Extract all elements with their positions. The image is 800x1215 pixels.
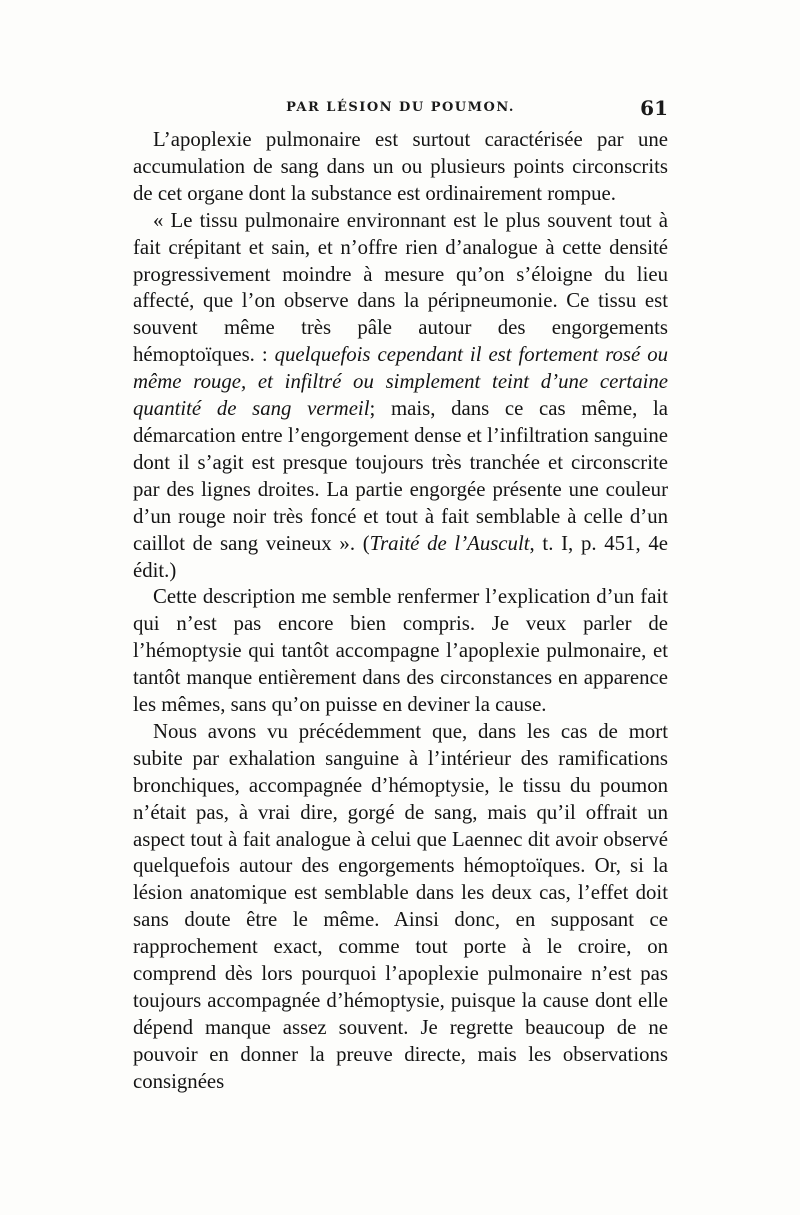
quotation-text-2: ; mais, dans ce cas même, la démarcation entre l’engorgement dense et l’infiltration sanguine dont il s’agit est presque toujours très tranchée et circonscrite par des lignes droites. La partie engorgée présente une couleur d’un rouge noir très foncé et tout à fait semblable à celle d’un caillot de sang veineux ». ( [133, 397, 668, 555]
quotation-text-1: « Le tissu pulmonaire environnant est le plus souvent tout à fait crépitant et sain, et n’offre rien d’analogue à cette densité progressivement moindre à mesure qu’on s’éloigne du lieu affecté, que l’on observe dans la péripneumonie. Ce tissu est souvent même très pâle autour des engorgements hémoptoïques. : [133, 208, 668, 367]
citation-title: Traité de l’Auscult [369, 531, 530, 555]
running-head [133, 96, 668, 124]
paragraph-2 [133, 208, 668, 585]
quotation-italic: quelquefois cependant il est fortement rosé ou même rouge, et infiltré ou simplement teint d’une certaine quantité de sang vermeil [133, 343, 669, 421]
running-title: PAR LÉSION DU POUMON. [286, 100, 515, 115]
body-text [133, 127, 668, 1096]
paragraph-1: L’apoplexie pulmonaire est surtout caractérisée par une accumulation de sang dans un ou plusieurs points circonscrits de cet organe dont la substance est ordinairement rompue. [133, 128, 668, 205]
paragraph-3: Cette description me semble renfermer l’explication d’un fait qui n’est pas encore bien compris. Je veux parler de l’hémoptysie qui tantôt accompagne l’apoplexie pulmonaire, et tantôt manque entièrement dans des circonstances en apparence les mêmes, sans qu’on puisse en deviner la cause. [133, 585, 668, 717]
page-number: 61 [640, 96, 668, 120]
citation-details: , t. I, p. 451, 4e édit.) [133, 531, 668, 582]
paragraph-4: Nous avons vu précédemment que, dans les cas de mort subite par exhalation sanguine à l’intérieur des ramifications bronchiques, accompagnée d’hémoptysie, le tissu du poumon n’était pas, à vrai dire, gorgé de sang, mais qu’il offrait un aspect tout à fait analogue à celui que Laennec dit avoir observé quelquefois autour des engorgements hémoptoïques. Or, si la lésion anatomique est semblable dans les deux cas, l’effet doit sans doute être le même. Ainsi donc, en supposant ce rapprochement exact, comme tout porte à le croire, on comprend dès lors pourquoi l’apoplexie pulmonaire n’est pas toujours accompagnée d’hémoptysie, puisque la cause dont elle dépend manque assez souvent. Je regrette beaucoup de ne pouvoir en donner la preuve directe, mais les observations consignées [133, 719, 668, 1093]
